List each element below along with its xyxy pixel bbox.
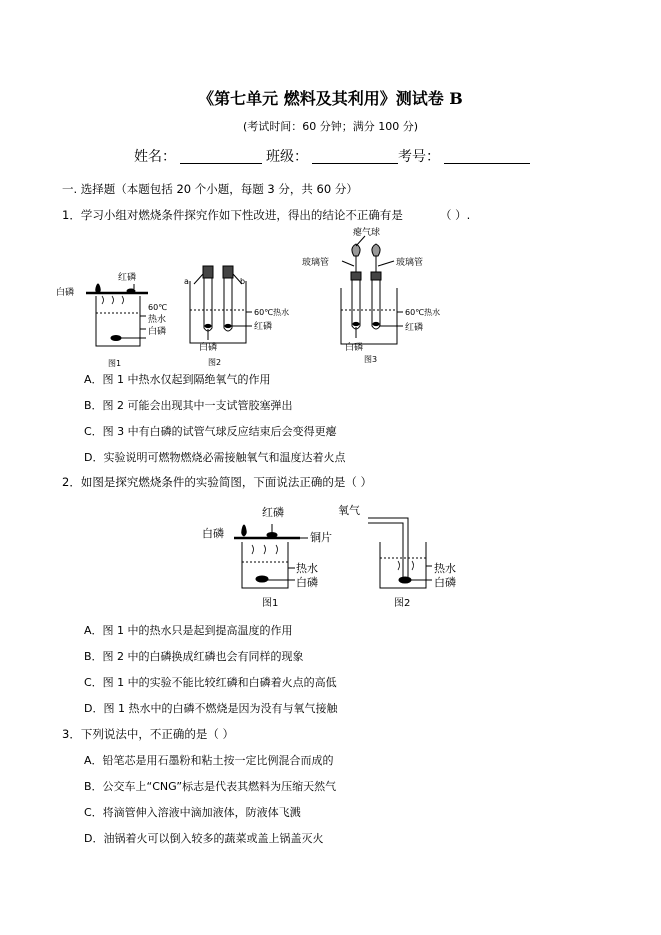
- question-3-option-d[interactable]: D．油锅着火可以倒入较多的蔬菜或盖上锅盖灭火: [84, 832, 324, 845]
- q1-fig1-label-hot-water: 热水: [148, 315, 167, 325]
- q2-fig1-caption: 图1: [262, 598, 279, 609]
- q1-fig2-caption: 图2: [208, 358, 222, 367]
- q2-fig2: [368, 518, 432, 588]
- question-1-option-d[interactable]: D．实验说明可燃物燃烧必需接触氧气和温度达着火点: [84, 451, 346, 464]
- question-1-option-b[interactable]: B．图 2 可能会出现其中一支试管胶塞弹出: [84, 399, 293, 412]
- q1-fig2-label-hot-water: 60℃热水: [254, 308, 290, 317]
- question-1-stem: 1．学习小组对燃烧条件探究作如下性改进，得出的结论不正确有是: [62, 208, 403, 222]
- q1-fig3-label-tube-left: 玻璃管: [302, 258, 330, 268]
- section-heading: 一. 选择题（本题包括 20 个小题，每题 3 分，共 60 分）: [62, 182, 358, 196]
- page-title: 《第七单元 燃料及其利用》测试卷 B: [198, 89, 463, 108]
- q1-fig1: [86, 284, 148, 346]
- question-1-bracket: （ ）.: [440, 208, 471, 222]
- question-2-option-c[interactable]: C．图 1 中的实验不能比较红磷和白磷着火点的高低: [84, 676, 337, 689]
- q1-fig2-label-red-phos: 红磷: [254, 322, 273, 332]
- question-1-option-a[interactable]: A．图 1 中热水仅起到隔绝氧气的作用: [84, 373, 271, 386]
- exam-no-label: 考号：: [398, 149, 440, 165]
- question-2-figure: [200, 500, 470, 612]
- question-2-option-d[interactable]: D．图 1 热水中的白磷不燃烧是因为没有与氧气接触: [84, 702, 338, 715]
- q2-fig2-label-hot-water: 热水: [434, 562, 456, 575]
- name-field-line[interactable]: [180, 163, 262, 164]
- exam-info: (考试时间：60 分钟；满分 100 分): [242, 120, 419, 133]
- q1-fig2-label-white-phos: 白磷: [199, 343, 218, 353]
- question-3-option-a[interactable]: A．铅笔芯是用石墨粉和粘土按一定比例混合而成的: [84, 754, 334, 767]
- q2-fig1-label-white-phos: 白磷: [202, 527, 224, 540]
- q1-fig1-label-temp: 60℃: [148, 303, 168, 312]
- q1-fig1-label-white-phos-2: 白磷: [148, 327, 167, 337]
- question-2-stem: 2．如图是探究燃烧条件的实验简图，下面说法正确的是（ ）: [62, 475, 372, 489]
- q1-fig3-caption: 图3: [364, 355, 378, 364]
- q1-fig1-label-white-phos: 白磷: [56, 288, 75, 298]
- question-1-option-c[interactable]: C．图 3 中有白磷的试管气球反应结束后会变得更瘪: [84, 425, 337, 438]
- question-1-figure: [56, 226, 456, 370]
- exam-no-field-line[interactable]: [444, 163, 530, 164]
- q2-fig1-label-copper: 铜片: [310, 531, 332, 544]
- question-3-option-c[interactable]: C．将滴管伸入溶液中滴加液体，防液体飞溅: [84, 806, 301, 819]
- q2-fig1-label-white-phos-2: 白磷: [296, 576, 318, 589]
- q1-fig3-label-hot-water: 60℃热水: [405, 308, 441, 317]
- q1-fig1-label-red-phos: 红磷: [118, 273, 137, 283]
- class-field-line[interactable]: [312, 163, 398, 164]
- question-2-option-b[interactable]: B．图 2 中的白磷换成红磷也会有同样的现象: [84, 650, 304, 663]
- name-label: 姓名：: [134, 149, 176, 165]
- q2-fig2-caption: 图2: [394, 598, 411, 609]
- q1-fig1-caption: 图1: [108, 359, 122, 368]
- q2-fig2-label-white-phos: 白磷: [434, 576, 456, 589]
- q1-fig3-label-red-phos: 红磷: [405, 323, 424, 333]
- q1-fig3: [341, 236, 403, 344]
- question-3-option-b[interactable]: B．公交车上“CNG”标志是代表其燃料为压缩天然气: [84, 780, 337, 793]
- student-info-row: [0, 146, 661, 168]
- class-label: 班级：: [266, 149, 308, 165]
- q1-fig2-label-a: a: [184, 277, 189, 286]
- question-2-option-a[interactable]: A．图 1 中的热水只是起到提高温度的作用: [84, 624, 293, 637]
- q1-fig2-label-b: b: [240, 277, 246, 286]
- q1-fig3-label-white-phos: 白磷: [345, 343, 364, 353]
- question-3-stem: 3．下列说法中，不正确的是（ ）: [62, 727, 234, 741]
- q2-fig1-label-red-phos: 红磷: [262, 506, 284, 519]
- q1-fig3-label-balloon: 瘪气球: [353, 228, 381, 238]
- q1-fig3-label-tube-right: 玻璃管: [396, 258, 424, 268]
- q2-fig2-label-oxygen: 氧气: [338, 504, 360, 517]
- q2-fig1-label-hot-water: 热水: [296, 562, 318, 575]
